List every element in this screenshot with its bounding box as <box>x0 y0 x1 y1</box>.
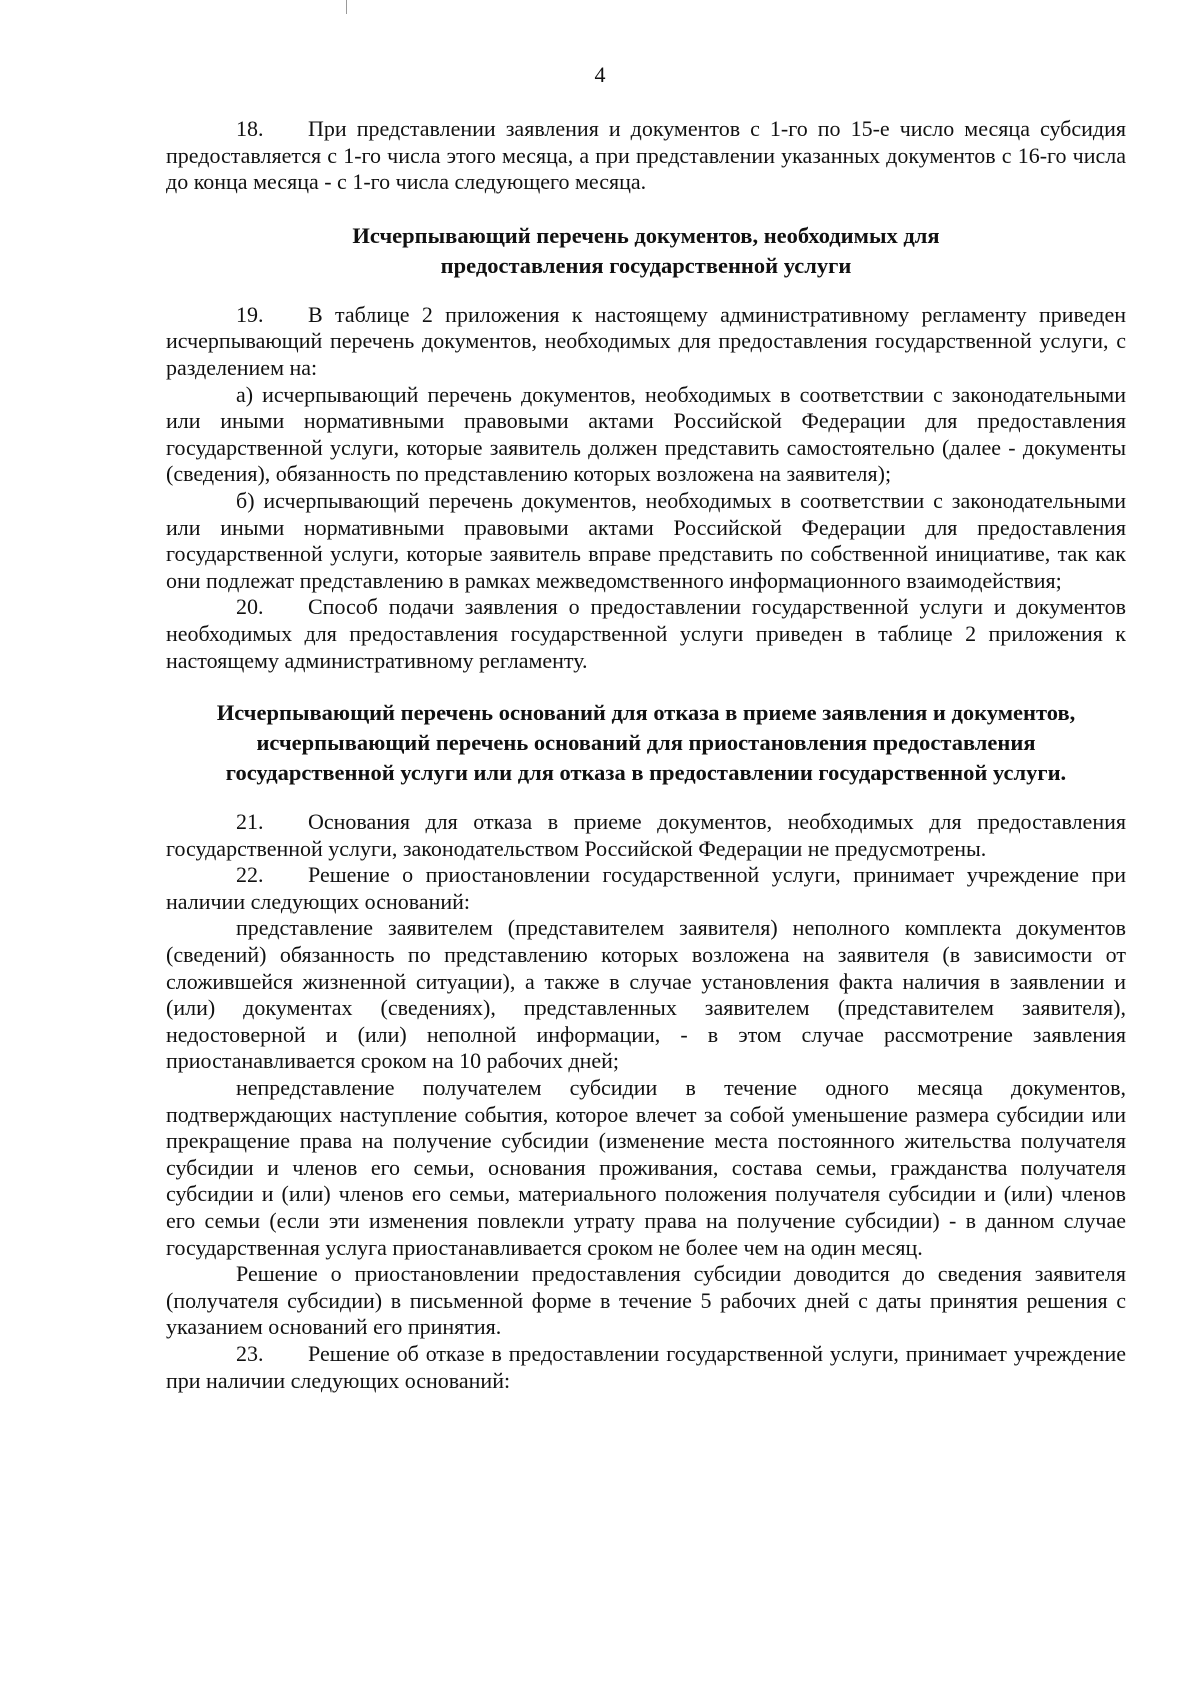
heading-line: предоставления государственной услуги <box>440 252 852 278</box>
suspension-notice-paragraph: Решение о приостановлении предоставления субсидии доводится до сведения заявителя (получателя субсидии) в письменной форме в течение 5 рабочих дней с даты принятия решения с указанием оснований его принятия. <box>166 1261 1126 1340</box>
paragraph-text: Решение о приостановлении государственной услуги, принимает учреждение при наличии следующих оснований: <box>166 862 1126 914</box>
list-item-b: б) исчерпывающий перечень документов, необходимых в соответствии с законодательными или иными нормативными правовыми актами Российской Федерации для предоставления государственной услуги, которые заявитель вправе представить по собственной инициативе, так как они подлежат представлению в рамках межведомственного информационного взаимодействия; <box>166 487 1126 593</box>
list-item-a: а) исчерпывающий перечень документов, необходимых в соответствии с законодательными или иными нормативными правовыми актами Российской Федерации для предоставления государственной услуги, которые заявитель должен представить самостоятельно (далее - документы (сведения), обязанность по представлению которых возложена на заявителя); <box>166 381 1126 487</box>
paragraph-22 <box>166 862 1126 915</box>
paragraph-text: При представлении заявления и документов с 1-го по 15-е число месяца субсидия предоставляется с 1-го числа этого месяца, а при представлении указанных документов с 16-го числа до конца месяца - с 1-го числа следующего месяца. <box>166 116 1126 195</box>
heading-required-documents <box>166 221 1126 281</box>
heading-line: Исчерпывающий перечень оснований для отказа в приеме заявления и документов, <box>216 700 1076 726</box>
paragraph-number: 23. <box>236 1340 264 1366</box>
paragraph-number: 19. <box>236 301 264 327</box>
scan-artifact-line <box>346 0 347 14</box>
paragraph-text: В таблице 2 приложения к настоящему административному регламенту приведен исчерпывающий перечень документов, необходимых для предоставления государственной услуги, с разделением на: <box>166 301 1126 380</box>
paragraph-number: 21. <box>236 809 264 835</box>
suspension-ground-incomplete-documents: представление заявителем (представителем заявителя) неполного комплекта документов (сведений) обязанность по представлению которых возложена на заявителя (в зависимости от сложившейся жизненной ситуации), а также в случае установления факта наличия в заявлении и (или) документах (сведениях), представленных заявителем (представителем заявителя), недостоверной и (или) неполной информации, - в этом случае рассмотрение заявления приостанавливается сроком на 10 рабочих дней; <box>166 915 1126 1074</box>
heading-line: исчерпывающий перечень оснований для приостановления предоставления <box>256 730 1036 756</box>
paragraph-text: Способ подачи заявления о предоставлении государственной услуги и документов необходимых для предоставления государственной услуги приведен в таблице 2 приложения к настоящему административному регламенту. <box>166 594 1126 673</box>
paragraph-20 <box>166 594 1126 674</box>
paragraph-21 <box>166 809 1126 862</box>
paragraph-number: 20. <box>236 594 264 620</box>
page-number: 4 <box>594 62 606 87</box>
paragraph-18 <box>166 116 1126 196</box>
paragraph-text: Решение об отказе в предоставлении государственной услуги, принимает учреждение при наличии следующих оснований: <box>166 1340 1126 1393</box>
heading-line: Исчерпывающий перечень документов, необходимых для <box>352 222 940 248</box>
paragraph-text: Основания для отказа в приеме документов, необходимых для предоставления государственной услуги, законодательством Российской Федерации не предусмотрены. <box>166 809 1126 861</box>
document-body <box>166 116 1126 1394</box>
suspension-ground-no-documents: непредставление получателем субсидии в течение одного месяца документов, подтверждающих наступление события, которое влечет за собой уменьшение размера субсидии или прекращение права на получение субсидии (изменение места постоянного жительства получателя субсидии и членов его семьи, основания проживания, состава семьи, гражданства получателя субсидии и (или) членов его семьи, материального положения получателя субсидии и (или) членов его семьи (если эти изменения повлекли утрату права на получение субсидии) - в данном случае государственная услуга приостанавливается сроком не более чем на один месяц. <box>166 1075 1126 1260</box>
heading-refusal-grounds <box>166 698 1126 788</box>
paragraph-number: 22. <box>236 862 264 888</box>
paragraph-19 <box>166 302 1126 382</box>
paragraph-number: 18. <box>236 116 264 141</box>
paragraph-23 <box>166 1341 1126 1394</box>
heading-line: государственной услуги или для отказа в предоставлении государственной услуги. <box>225 760 1067 786</box>
